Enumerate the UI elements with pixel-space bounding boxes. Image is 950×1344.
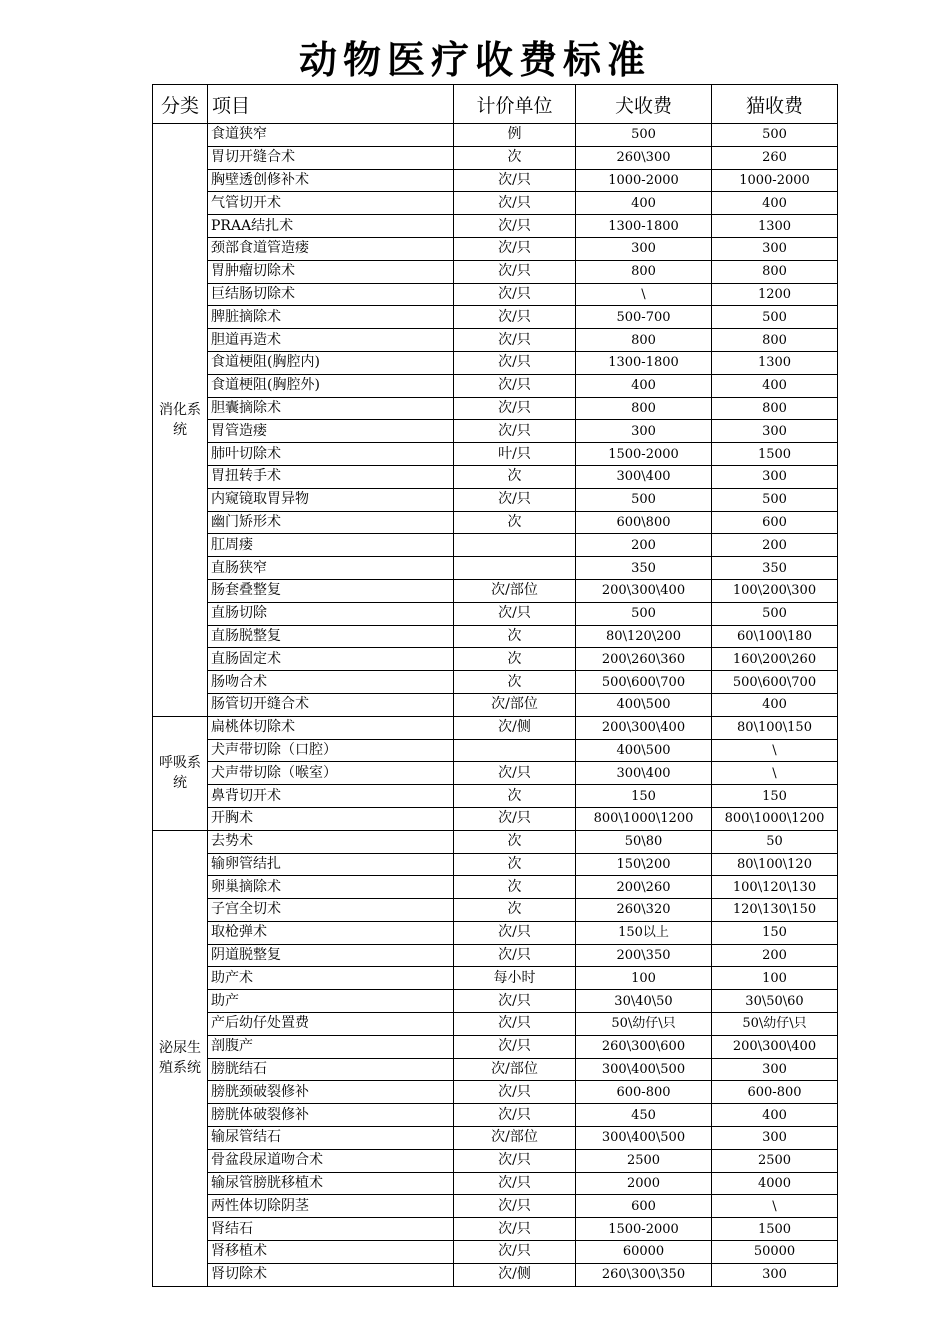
item-cell: 肛周瘘 [208,534,454,557]
table-row [153,557,838,580]
unit-cell: 次/部位 [454,579,576,602]
cat-fee-cell: 100 [712,967,838,990]
unit-cell: 次 [454,625,576,648]
table-row [153,1013,838,1036]
cat-fee-cell: 200 [712,534,838,557]
cat-fee-cell: 300 [712,465,838,488]
unit-cell: 次/侧 [454,716,576,739]
dog-fee-cell: 200 [576,534,712,557]
dog-fee-cell: 300 [576,237,712,260]
header-item: 项目 [208,85,454,124]
item-cell: 去势术 [208,830,454,853]
unit-cell: 次/只 [454,921,576,944]
item-cell: 鼻背切开术 [208,785,454,808]
header-cat-fee: 猫收费 [712,85,838,124]
cat-fee-cell: 400 [712,693,838,716]
dog-fee-cell: 400 [576,374,712,397]
cat-fee-cell: 300 [712,1127,838,1150]
cat-fee-cell: 150 [712,785,838,808]
unit-cell: 次/只 [454,944,576,967]
item-cell: 剖腹产 [208,1035,454,1058]
table-row [153,1195,838,1218]
item-cell: 犬声带切除（口腔） [208,739,454,762]
unit-cell: 次/只 [454,169,576,192]
table-row [153,899,838,922]
cat-fee-cell: 400 [712,192,838,215]
table-row [153,1035,838,1058]
dog-fee-cell: 500\600\700 [576,671,712,694]
dog-fee-cell: 150以上 [576,921,712,944]
table-row [153,1263,838,1286]
cat-fee-cell: 200\300\400 [712,1035,838,1058]
unit-cell: 次 [454,465,576,488]
item-cell: 食道梗阻(胸腔内) [208,351,454,374]
cat-fee-cell: 260 [712,146,838,169]
category-cell: 消化系统 [153,124,208,717]
cat-fee-cell: 500 [712,306,838,329]
table-row [153,534,838,557]
item-cell: 颈部食道管造瘘 [208,237,454,260]
table-row [153,693,838,716]
dog-fee-cell: 60000 [576,1241,712,1264]
unit-cell: 例 [454,124,576,147]
dog-fee-cell: 300\400 [576,465,712,488]
unit-cell: 次/只 [454,1149,576,1172]
unit-cell: 次 [454,899,576,922]
item-cell: 膀胱颈破裂修补 [208,1081,454,1104]
dog-fee-cell: 260\320 [576,899,712,922]
item-cell: 脾脏摘除术 [208,306,454,329]
dog-fee-cell: 400 [576,192,712,215]
unit-cell: 次/只 [454,488,576,511]
dog-fee-cell: 800\1000\1200 [576,807,712,830]
page-title: 动物医疗收费标准 [298,37,651,82]
table-row [153,237,838,260]
cat-fee-cell: 500 [712,124,838,147]
cat-fee-cell: 4000 [712,1172,838,1195]
table-row [153,944,838,967]
item-cell: 肾移植术 [208,1241,454,1264]
dog-fee-cell: 200\260 [576,876,712,899]
dog-fee-cell: 300\400 [576,762,712,785]
table-row [153,169,838,192]
item-cell: 膀胱结石 [208,1058,454,1081]
dog-fee-cell: 200\350 [576,944,712,967]
cat-fee-cell: \ [712,739,838,762]
item-cell: 胆囊摘除术 [208,397,454,420]
item-cell: 扁桃体切除术 [208,716,454,739]
table-row [153,215,838,238]
table-row [153,1081,838,1104]
header-dog-fee: 犬收费 [576,85,712,124]
dog-fee-cell: 800 [576,260,712,283]
item-cell: 气管切开术 [208,192,454,215]
item-cell: 胸壁透创修补术 [208,169,454,192]
dog-fee-cell: 1000-2000 [576,169,712,192]
item-cell: 胃切开缝合术 [208,146,454,169]
table-row [153,420,838,443]
cat-fee-cell: 400 [712,1104,838,1127]
table-row [153,671,838,694]
table-row [153,397,838,420]
table-row [153,807,838,830]
header-unit: 计价单位 [454,85,576,124]
item-cell: PRAA结扎术 [208,215,454,238]
unit-cell [454,739,576,762]
dog-fee-cell: 500 [576,602,712,625]
unit-cell [454,557,576,580]
item-cell: 膀胱体破裂修补 [208,1104,454,1127]
cat-fee-cell: 600 [712,511,838,534]
cat-fee-cell: \ [712,1195,838,1218]
unit-cell: 次/只 [454,762,576,785]
dog-fee-cell: 30\40\50 [576,990,712,1013]
dog-fee-cell: 150\200 [576,853,712,876]
table-row [153,1172,838,1195]
item-cell: 两性体切除阴茎 [208,1195,454,1218]
item-cell: 肠管切开缝合术 [208,693,454,716]
cat-fee-cell: 800 [712,329,838,352]
table-row [153,602,838,625]
item-cell: 肾结石 [208,1218,454,1241]
item-cell: 助产术 [208,967,454,990]
cat-fee-cell: 1300 [712,215,838,238]
cat-fee-cell: 1000-2000 [712,169,838,192]
dog-fee-cell: 400\500 [576,693,712,716]
cat-fee-cell: 400 [712,374,838,397]
cat-fee-cell: 50 [712,830,838,853]
unit-cell: 次/只 [454,283,576,306]
item-cell: 肺叶切除术 [208,443,454,466]
cat-fee-cell: 30\50\60 [712,990,838,1013]
table-row [153,511,838,534]
table-row [153,830,838,853]
unit-cell: 次/只 [454,602,576,625]
dog-fee-cell: 500-700 [576,306,712,329]
table-row [153,124,838,147]
unit-cell: 次 [454,511,576,534]
unit-cell: 叶/只 [454,443,576,466]
unit-cell: 次 [454,785,576,808]
dog-fee-cell: 150 [576,785,712,808]
cat-fee-cell: 160\200\260 [712,648,838,671]
dog-fee-cell: 300 [576,420,712,443]
unit-cell: 每小时 [454,967,576,990]
cat-fee-cell: 1500 [712,1218,838,1241]
cat-fee-cell: 50\幼仔\只 [712,1013,838,1036]
cat-fee-cell: 600-800 [712,1081,838,1104]
unit-cell: 次/只 [454,260,576,283]
cat-fee-cell: 50000 [712,1241,838,1264]
unit-cell: 次/只 [454,1241,576,1264]
unit-cell [454,534,576,557]
unit-cell: 次/部位 [454,1127,576,1150]
unit-cell: 次 [454,830,576,853]
table-row [153,1104,838,1127]
item-cell: 肠套叠整复 [208,579,454,602]
cat-fee-cell: 300 [712,237,838,260]
unit-cell: 次/只 [454,329,576,352]
unit-cell: 次/只 [454,807,576,830]
table-row [153,1149,838,1172]
dog-fee-cell: 800 [576,329,712,352]
unit-cell: 次/只 [454,1195,576,1218]
unit-cell: 次/只 [454,237,576,260]
table-row [153,329,838,352]
unit-cell: 次 [454,876,576,899]
item-cell: 助产 [208,990,454,1013]
cat-fee-cell: 800 [712,260,838,283]
unit-cell: 次/只 [454,397,576,420]
item-cell: 卵巢摘除术 [208,876,454,899]
dog-fee-cell: 1300-1800 [576,351,712,374]
cat-fee-cell: \ [712,762,838,785]
unit-cell: 次/只 [454,990,576,1013]
table-row [153,762,838,785]
table-row [153,853,838,876]
cat-fee-cell: 80\100\150 [712,716,838,739]
dog-fee-cell: 260\300 [576,146,712,169]
dog-fee-cell: 1500-2000 [576,1218,712,1241]
header-category: 分类 [153,85,208,124]
table-body [153,124,838,1287]
item-cell: 食道狭窄 [208,124,454,147]
item-cell: 肠吻合术 [208,671,454,694]
item-cell: 输尿管膀胱移植术 [208,1172,454,1195]
dog-fee-cell: 800 [576,397,712,420]
dog-fee-cell: 1300-1800 [576,215,712,238]
table-row [153,876,838,899]
cat-fee-cell: 120\130\150 [712,899,838,922]
cat-fee-cell: 350 [712,557,838,580]
table-row [153,488,838,511]
unit-cell: 次/只 [454,1172,576,1195]
table-row [153,648,838,671]
unit-cell: 次/只 [454,192,576,215]
item-cell: 巨结肠切除术 [208,283,454,306]
table-row [153,374,838,397]
unit-cell: 次/只 [454,1104,576,1127]
table-row [153,785,838,808]
dog-fee-cell: 2500 [576,1149,712,1172]
item-cell: 输尿管结石 [208,1127,454,1150]
cat-fee-cell: 800\1000\1200 [712,807,838,830]
dog-fee-cell: \ [576,283,712,306]
table-row [153,192,838,215]
dog-fee-cell: 450 [576,1104,712,1127]
dog-fee-cell: 500 [576,124,712,147]
cat-fee-cell: 300 [712,1058,838,1081]
table-row [153,283,838,306]
unit-cell: 次 [454,146,576,169]
dog-fee-cell: 200\300\400 [576,716,712,739]
item-cell: 子宫全切术 [208,899,454,922]
item-cell: 输卵管结扎 [208,853,454,876]
table-row [153,260,838,283]
cat-fee-cell: 300 [712,1263,838,1286]
item-cell: 直肠狭窄 [208,557,454,580]
cat-fee-cell: 200 [712,944,838,967]
item-cell: 胃扭转手术 [208,465,454,488]
cat-fee-cell: 2500 [712,1149,838,1172]
cat-fee-cell: 60\100\180 [712,625,838,648]
table-row [153,967,838,990]
unit-cell: 次/只 [454,306,576,329]
item-cell: 幽门矫形术 [208,511,454,534]
unit-cell: 次 [454,853,576,876]
unit-cell: 次/部位 [454,1058,576,1081]
unit-cell: 次/只 [454,420,576,443]
table-header-row [153,85,838,124]
cat-fee-cell: 300 [712,420,838,443]
unit-cell: 次/只 [454,1218,576,1241]
dog-fee-cell: 300\400\500 [576,1127,712,1150]
dog-fee-cell: 50\幼仔\只 [576,1013,712,1036]
table-row [153,716,838,739]
table-row [153,990,838,1013]
table-row [153,921,838,944]
item-cell: 胃肿瘤切除术 [208,260,454,283]
dog-fee-cell: 350 [576,557,712,580]
table-row [153,579,838,602]
dog-fee-cell: 260\300\350 [576,1263,712,1286]
unit-cell: 次/部位 [454,693,576,716]
item-cell: 直肠固定术 [208,648,454,671]
unit-cell: 次 [454,671,576,694]
cat-fee-cell: 1300 [712,351,838,374]
dog-fee-cell: 50\80 [576,830,712,853]
dog-fee-cell: 200\260\360 [576,648,712,671]
table-row [153,1218,838,1241]
dog-fee-cell: 2000 [576,1172,712,1195]
fee-table [152,84,838,1287]
unit-cell: 次/只 [454,1013,576,1036]
dog-fee-cell: 1500-2000 [576,443,712,466]
unit-cell: 次/只 [454,1081,576,1104]
unit-cell: 次/只 [454,1035,576,1058]
item-cell: 胆道再造术 [208,329,454,352]
item-cell: 阴道脱整复 [208,944,454,967]
dog-fee-cell: 80\120\200 [576,625,712,648]
cat-fee-cell: 800 [712,397,838,420]
category-cell: 呼吸系统 [153,716,208,830]
item-cell: 直肠切除 [208,602,454,625]
dog-fee-cell: 200\300\400 [576,579,712,602]
cat-fee-cell: 500 [712,602,838,625]
table-row [153,1058,838,1081]
table-row [153,1241,838,1264]
dog-fee-cell: 400\500 [576,739,712,762]
item-cell: 内窥镜取胃异物 [208,488,454,511]
item-cell: 肾切除术 [208,1263,454,1286]
dog-fee-cell: 600-800 [576,1081,712,1104]
cat-fee-cell: 1500 [712,443,838,466]
cat-fee-cell: 1200 [712,283,838,306]
cat-fee-cell: 100\120\130 [712,876,838,899]
cat-fee-cell: 150 [712,921,838,944]
table-row [153,146,838,169]
dog-fee-cell: 260\300\600 [576,1035,712,1058]
cat-fee-cell: 500 [712,488,838,511]
cat-fee-cell: 100\200\300 [712,579,838,602]
table-row [153,739,838,762]
dog-fee-cell: 600\800 [576,511,712,534]
dog-fee-cell: 600 [576,1195,712,1218]
table-row [153,1127,838,1150]
item-cell: 直肠脱整复 [208,625,454,648]
unit-cell: 次/只 [454,215,576,238]
table-row [153,351,838,374]
item-cell: 犬声带切除（喉室） [208,762,454,785]
item-cell: 骨盆段尿道吻合术 [208,1149,454,1172]
dog-fee-cell: 300\400\500 [576,1058,712,1081]
dog-fee-cell: 100 [576,967,712,990]
item-cell: 开胸术 [208,807,454,830]
unit-cell: 次/侧 [454,1263,576,1286]
item-cell: 取枪弹术 [208,921,454,944]
cat-fee-cell: 500\600\700 [712,671,838,694]
table-row [153,443,838,466]
unit-cell: 次 [454,648,576,671]
table-row [153,465,838,488]
unit-cell: 次/只 [454,351,576,374]
dog-fee-cell: 500 [576,488,712,511]
item-cell: 食道梗阻(胸腔外) [208,374,454,397]
item-cell: 胃管造瘘 [208,420,454,443]
category-cell: 泌尿生殖系统 [153,830,208,1286]
cat-fee-cell: 80\100\120 [712,853,838,876]
table-row [153,625,838,648]
unit-cell: 次/只 [454,374,576,397]
item-cell: 产后幼仔处置费 [208,1013,454,1036]
table-row [153,306,838,329]
